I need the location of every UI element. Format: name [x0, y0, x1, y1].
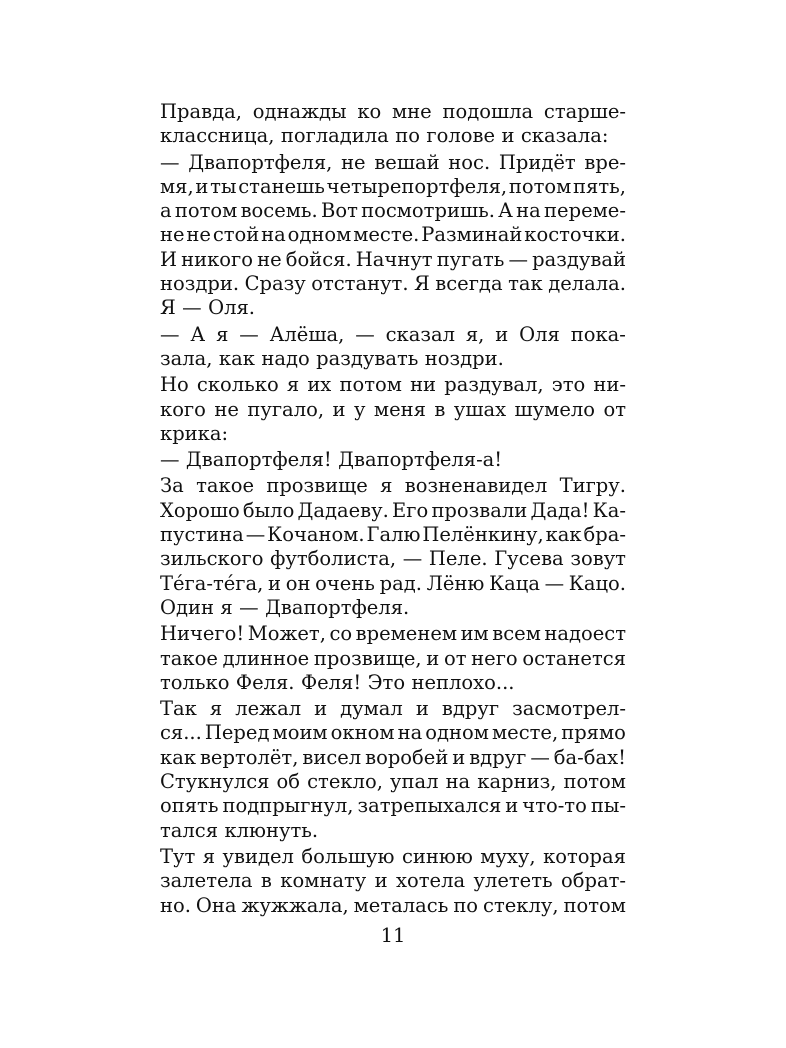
text-line: Стукнулся об стекло, упал на карниз, потом: [160, 770, 626, 794]
text-line: Правда, однажды ко мне подошла старше-: [160, 100, 626, 123]
text-line: И никого не бойся. Начнут пугать — раздувай: [160, 247, 626, 271]
text-line: Так я лежал и думал и вдруг засмотрел-: [160, 697, 626, 721]
text-line: Один я — Двапортфеля.: [160, 595, 410, 619]
text-line: а потом восемь. Вот посмотришь. А на переме-: [160, 199, 626, 223]
text-line: только Феля. Феля! Это неплохо...: [160, 670, 515, 694]
text-line: Хорошо было Дадаеву. Его прозвали Дада! Ка-: [160, 498, 626, 522]
text-line: Ничего! Может, со временем им всем надоест: [160, 622, 626, 646]
text-line: Тут я увидел большую синюю муху, которая: [160, 844, 626, 868]
text-line: Тéга-тéга, и он очень рад. Лёню Каца — Кацо.: [160, 571, 626, 595]
text-line: кого не пугало, и у меня в ушах шумело от: [160, 397, 626, 421]
text-line: ноздри. Сразу отстанут. Я всегда так делала.: [160, 272, 626, 296]
text-line: такое длинное прозвище, и от него останется: [160, 646, 626, 670]
text-line: мя, и ты станешь четырепортфеля, потом пять,: [160, 174, 626, 198]
text-line: Но сколько я их потом ни раздувал, это ни-: [160, 373, 626, 397]
text-line: Я — Оля.: [160, 296, 255, 320]
body-text: [160, 100, 626, 918]
text-line: крика:: [160, 421, 229, 445]
text-line: залетела в комнату и хотела улететь обрат-: [160, 869, 626, 893]
text-line: опять подпрыгнул, затрепыхался и что-то пы-: [160, 794, 626, 818]
text-line: не не стой на одном месте. Разминай косточки.: [160, 223, 626, 247]
text-line: как вертолёт, висел воробей и вдруг — ба-бах!: [160, 745, 626, 769]
text-line: но. Она жужжала, металась по стеклу, потом: [160, 893, 626, 917]
page-number: 11: [380, 924, 406, 947]
text-line: пустина — Кочаном. Галю Пелёнкину, как бра-: [160, 523, 626, 547]
text-line: ся... Перед моим окном на одном месте, прямо: [160, 721, 626, 745]
text-line: классница, погладила по голове и сказала:: [160, 124, 609, 148]
text-line: зильского футболиста, — Пеле. Гусева зовут: [160, 547, 626, 571]
text-line: — Двапортфеля, не вешай нос. Придёт вре-: [160, 150, 626, 174]
text-line: За такое прозвище я возненавидел Тигру.: [160, 474, 626, 498]
text-line: — А я — Алёша, — сказал я, и Оля пока-: [160, 322, 626, 346]
text-line: зала, как надо раздувать ноздри.: [160, 346, 504, 370]
text-line: тался клюнуть.: [160, 818, 319, 842]
text-line: — Двапортфеля! Двапортфеля-а!: [160, 448, 503, 472]
